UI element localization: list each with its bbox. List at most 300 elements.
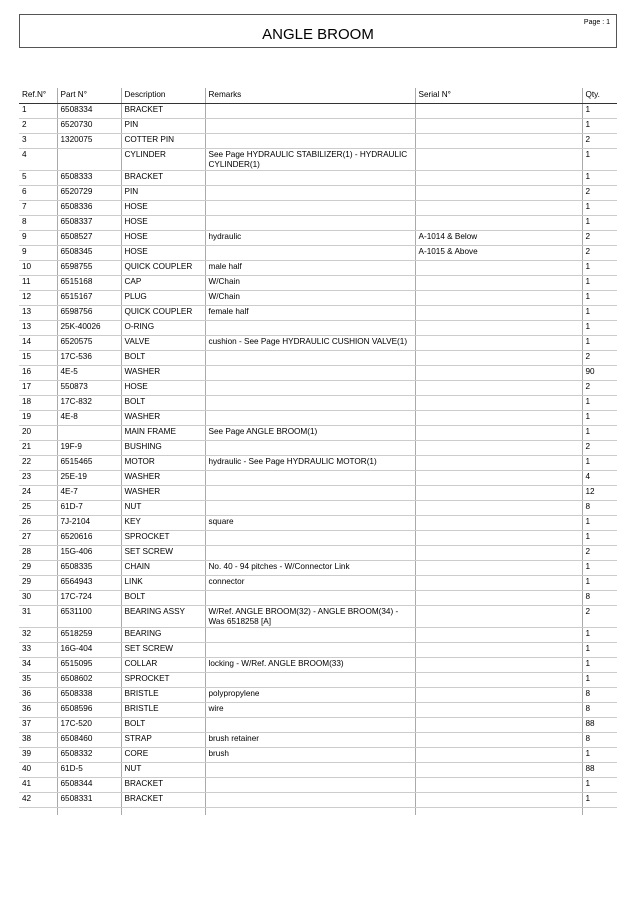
remarks-cell: cushion - See Page HYDRAULIC CUSHION VALVE(1) <box>205 336 415 351</box>
remarks-cell <box>205 643 415 658</box>
qty-cell: 4 <box>582 471 617 486</box>
remarks-cell <box>205 186 415 201</box>
qty-cell: 1 <box>582 748 617 763</box>
table-row <box>19 276 617 291</box>
remarks-cell: male half <box>205 261 415 276</box>
table-end-spacer <box>19 808 617 816</box>
serial-cell <box>415 119 582 134</box>
qty-cell: 1 <box>582 426 617 441</box>
ref-cell: 39 <box>19 748 57 763</box>
table-row <box>19 171 617 186</box>
serial-cell <box>415 291 582 306</box>
table-row <box>19 733 617 748</box>
ref-cell: 16 <box>19 366 57 381</box>
table-row <box>19 471 617 486</box>
table-header-row <box>19 88 617 104</box>
description-cell: MAIN FRAME <box>121 426 205 441</box>
part-number-cell: 6598756 <box>57 306 121 321</box>
qty-cell: 1 <box>582 306 617 321</box>
remarks-cell <box>205 591 415 606</box>
description-cell: COTTER PIN <box>121 134 205 149</box>
part-number-cell: 19F-9 <box>57 441 121 456</box>
table-row <box>19 546 617 561</box>
remarks-cell <box>205 793 415 808</box>
ref-cell: 3 <box>19 134 57 149</box>
part-number-cell: 6508331 <box>57 793 121 808</box>
table-row <box>19 778 617 793</box>
table-row <box>19 531 617 546</box>
qty-cell: 2 <box>582 231 617 246</box>
qty-cell: 88 <box>582 718 617 733</box>
remarks-cell <box>205 351 415 366</box>
description-cell: VALVE <box>121 336 205 351</box>
page-title: ANGLE BROOM <box>262 26 374 43</box>
description-cell: BEARING <box>121 628 205 643</box>
ref-cell: 26 <box>19 516 57 531</box>
ref-cell: 28 <box>19 546 57 561</box>
table-row <box>19 336 617 351</box>
qty-cell: 2 <box>582 381 617 396</box>
table-row <box>19 381 617 396</box>
ref-cell: 22 <box>19 456 57 471</box>
description-cell: WASHER <box>121 486 205 501</box>
qty-cell: 1 <box>582 456 617 471</box>
ref-cell: 36 <box>19 688 57 703</box>
description-cell: BRISTLE <box>121 688 205 703</box>
ref-cell: 6 <box>19 186 57 201</box>
serial-cell <box>415 546 582 561</box>
ref-cell: 41 <box>19 778 57 793</box>
qty-cell: 1 <box>582 516 617 531</box>
serial-cell <box>415 381 582 396</box>
part-number-cell: 6518259 <box>57 628 121 643</box>
ref-cell: 30 <box>19 591 57 606</box>
description-cell: BOLT <box>121 591 205 606</box>
part-number-cell: 7J-2104 <box>57 516 121 531</box>
description-cell: QUICK COUPLER <box>121 306 205 321</box>
remarks-cell <box>205 411 415 426</box>
table-row <box>19 658 617 673</box>
serial-cell <box>415 763 582 778</box>
ref-cell: 14 <box>19 336 57 351</box>
serial-cell <box>415 171 582 186</box>
ref-cell: 29 <box>19 561 57 576</box>
qty-cell: 1 <box>582 628 617 643</box>
serial-cell <box>415 471 582 486</box>
serial-cell <box>415 793 582 808</box>
part-number-cell: 6508332 <box>57 748 121 763</box>
ref-cell: 8 <box>19 216 57 231</box>
qty-cell: 8 <box>582 591 617 606</box>
qty-cell: 2 <box>582 351 617 366</box>
ref-cell: 13 <box>19 306 57 321</box>
qty-cell: 2 <box>582 134 617 149</box>
part-number-cell: 15G-406 <box>57 546 121 561</box>
description-cell: BRACKET <box>121 778 205 793</box>
part-number-cell: 6508596 <box>57 703 121 718</box>
remarks-cell <box>205 718 415 733</box>
part-number-cell: 25E-19 <box>57 471 121 486</box>
qty-cell: 1 <box>582 793 617 808</box>
part-number-cell: 4E-8 <box>57 411 121 426</box>
part-number-cell: 17C-520 <box>57 718 121 733</box>
ref-cell: 20 <box>19 426 57 441</box>
remarks-cell: See Page HYDRAULIC STABILIZER(1) - HYDRAULIC CYLINDER(1) <box>205 149 415 171</box>
remarks-cell: W/Ref. ANGLE BROOM(32) - ANGLE BROOM(34) - Was 6518258 [A] <box>205 606 415 628</box>
serial-cell <box>415 351 582 366</box>
qty-cell: 1 <box>582 411 617 426</box>
part-number-cell: 6531100 <box>57 606 121 628</box>
ref-cell: 23 <box>19 471 57 486</box>
serial-cell <box>415 576 582 591</box>
description-cell: CHAIN <box>121 561 205 576</box>
serial-cell <box>415 261 582 276</box>
spacer-cell <box>57 808 121 816</box>
part-number-cell: 6508336 <box>57 201 121 216</box>
table-row <box>19 516 617 531</box>
remarks-cell <box>205 486 415 501</box>
remarks-cell: square <box>205 516 415 531</box>
part-number-cell: 6564943 <box>57 576 121 591</box>
table-row <box>19 748 617 763</box>
qty-cell: 90 <box>582 366 617 381</box>
ref-cell: 7 <box>19 201 57 216</box>
part-number-cell: 6515465 <box>57 456 121 471</box>
serial-cell <box>415 366 582 381</box>
table-row <box>19 321 617 336</box>
table-row <box>19 486 617 501</box>
column-header-description: Description <box>121 88 205 104</box>
page-number: Page : 1 <box>583 19 610 26</box>
table-row <box>19 396 617 411</box>
description-cell: KEY <box>121 516 205 531</box>
remarks-cell <box>205 396 415 411</box>
remarks-cell: No. 40 - 94 pitches - W/Connector Link <box>205 561 415 576</box>
ref-cell: 19 <box>19 411 57 426</box>
remarks-cell <box>205 501 415 516</box>
part-number-cell: 6515167 <box>57 291 121 306</box>
qty-cell: 88 <box>582 763 617 778</box>
ref-cell: 42 <box>19 793 57 808</box>
part-number-cell: 550873 <box>57 381 121 396</box>
remarks-cell: See Page ANGLE BROOM(1) <box>205 426 415 441</box>
serial-cell <box>415 688 582 703</box>
description-cell: STRAP <box>121 733 205 748</box>
ref-cell: 35 <box>19 673 57 688</box>
serial-cell <box>415 673 582 688</box>
remarks-cell: W/Chain <box>205 276 415 291</box>
serial-cell <box>415 591 582 606</box>
remarks-cell <box>205 216 415 231</box>
part-number-cell <box>57 149 121 171</box>
serial-cell <box>415 718 582 733</box>
part-number-cell: 6508334 <box>57 104 121 119</box>
part-number-cell: 6508602 <box>57 673 121 688</box>
serial-cell <box>415 201 582 216</box>
table-row <box>19 763 617 778</box>
qty-cell: 1 <box>582 336 617 351</box>
ref-cell: 15 <box>19 351 57 366</box>
spacer-cell <box>415 808 582 816</box>
qty-cell: 1 <box>582 531 617 546</box>
serial-cell <box>415 186 582 201</box>
remarks-cell <box>205 246 415 261</box>
qty-cell: 1 <box>582 276 617 291</box>
part-number-cell: 16G-404 <box>57 643 121 658</box>
table-row <box>19 628 617 643</box>
part-number-cell: 6515168 <box>57 276 121 291</box>
ref-cell: 24 <box>19 486 57 501</box>
description-cell: HOSE <box>121 246 205 261</box>
table-row <box>19 576 617 591</box>
serial-cell <box>415 643 582 658</box>
qty-cell: 12 <box>582 486 617 501</box>
part-number-cell: 4E-5 <box>57 366 121 381</box>
description-cell: COLLAR <box>121 658 205 673</box>
table-row <box>19 673 617 688</box>
part-number-cell <box>57 426 121 441</box>
qty-cell: 1 <box>582 201 617 216</box>
part-number-cell: 61D-5 <box>57 763 121 778</box>
ref-cell: 10 <box>19 261 57 276</box>
description-cell: BEARING ASSY <box>121 606 205 628</box>
part-number-cell: 6508344 <box>57 778 121 793</box>
qty-cell: 2 <box>582 546 617 561</box>
remarks-cell <box>205 119 415 134</box>
remarks-cell <box>205 134 415 149</box>
serial-cell <box>415 149 582 171</box>
serial-cell <box>415 748 582 763</box>
table-row <box>19 351 617 366</box>
qty-cell: 1 <box>582 561 617 576</box>
parts-table-body <box>19 104 617 816</box>
description-cell: PIN <box>121 119 205 134</box>
serial-cell <box>415 306 582 321</box>
remarks-cell <box>205 673 415 688</box>
description-cell: BOLT <box>121 396 205 411</box>
serial-cell <box>415 411 582 426</box>
description-cell: WASHER <box>121 366 205 381</box>
remarks-cell: locking - W/Ref. ANGLE BROOM(33) <box>205 658 415 673</box>
part-number-cell: 6508333 <box>57 171 121 186</box>
serial-cell <box>415 733 582 748</box>
description-cell: BRACKET <box>121 793 205 808</box>
column-header-part: Part N° <box>57 88 121 104</box>
table-row <box>19 643 617 658</box>
description-cell: HOSE <box>121 231 205 246</box>
page-header <box>19 14 617 48</box>
qty-cell: 2 <box>582 606 617 628</box>
qty-cell: 1 <box>582 658 617 673</box>
column-header-serial: Serial N° <box>415 88 582 104</box>
qty-cell: 1 <box>582 149 617 171</box>
remarks-cell <box>205 531 415 546</box>
serial-cell <box>415 104 582 119</box>
serial-cell <box>415 441 582 456</box>
qty-cell: 1 <box>582 576 617 591</box>
table-row <box>19 134 617 149</box>
description-cell: NUT <box>121 763 205 778</box>
remarks-cell <box>205 366 415 381</box>
part-number-cell: 6520575 <box>57 336 121 351</box>
part-number-cell: 17C-832 <box>57 396 121 411</box>
part-number-cell: 25K-40026 <box>57 321 121 336</box>
description-cell: BRACKET <box>121 104 205 119</box>
ref-cell: 4 <box>19 149 57 171</box>
table-row <box>19 606 617 628</box>
description-cell: CORE <box>121 748 205 763</box>
remarks-cell <box>205 201 415 216</box>
qty-cell: 2 <box>582 441 617 456</box>
serial-cell <box>415 396 582 411</box>
ref-cell: 34 <box>19 658 57 673</box>
serial-cell <box>415 276 582 291</box>
serial-cell <box>415 658 582 673</box>
table-row <box>19 591 617 606</box>
description-cell: PIN <box>121 186 205 201</box>
ref-cell: 40 <box>19 763 57 778</box>
remarks-cell: brush retainer <box>205 733 415 748</box>
ref-cell: 18 <box>19 396 57 411</box>
ref-cell: 12 <box>19 291 57 306</box>
remarks-cell: brush <box>205 748 415 763</box>
remarks-cell: wire <box>205 703 415 718</box>
description-cell: BOLT <box>121 718 205 733</box>
qty-cell: 8 <box>582 501 617 516</box>
part-number-cell: 6515095 <box>57 658 121 673</box>
table-row <box>19 149 617 171</box>
serial-cell <box>415 703 582 718</box>
description-cell: QUICK COUPLER <box>121 261 205 276</box>
remarks-cell <box>205 381 415 396</box>
ref-cell: 9 <box>19 231 57 246</box>
table-row <box>19 718 617 733</box>
remarks-cell: female half <box>205 306 415 321</box>
part-number-cell: 17C-536 <box>57 351 121 366</box>
qty-cell: 1 <box>582 171 617 186</box>
part-number-cell: 1320075 <box>57 134 121 149</box>
table-row <box>19 261 617 276</box>
part-number-cell: 6598755 <box>57 261 121 276</box>
ref-cell: 38 <box>19 733 57 748</box>
qty-cell: 8 <box>582 688 617 703</box>
remarks-cell <box>205 546 415 561</box>
part-number-cell: 6508460 <box>57 733 121 748</box>
table-row <box>19 441 617 456</box>
part-number-cell: 6508345 <box>57 246 121 261</box>
ref-cell: 2 <box>19 119 57 134</box>
description-cell: HOSE <box>121 381 205 396</box>
remarks-cell: hydraulic - See Page HYDRAULIC MOTOR(1) <box>205 456 415 471</box>
serial-cell <box>415 134 582 149</box>
serial-cell <box>415 216 582 231</box>
part-number-cell: 6520729 <box>57 186 121 201</box>
description-cell: PLUG <box>121 291 205 306</box>
serial-cell <box>415 531 582 546</box>
serial-cell <box>415 561 582 576</box>
remarks-cell: W/Chain <box>205 291 415 306</box>
table-row <box>19 426 617 441</box>
qty-cell: 1 <box>582 216 617 231</box>
table-row <box>19 456 617 471</box>
qty-cell: 2 <box>582 186 617 201</box>
remarks-cell: hydraulic <box>205 231 415 246</box>
ref-cell: 29 <box>19 576 57 591</box>
part-number-cell: 17C-724 <box>57 591 121 606</box>
spacer-cell <box>582 808 617 816</box>
description-cell: BRISTLE <box>121 703 205 718</box>
part-number-cell: 6508338 <box>57 688 121 703</box>
part-number-cell: 6508337 <box>57 216 121 231</box>
description-cell: HOSE <box>121 216 205 231</box>
remarks-cell <box>205 628 415 643</box>
table-row <box>19 688 617 703</box>
qty-cell: 1 <box>582 778 617 793</box>
serial-cell <box>415 426 582 441</box>
remarks-cell <box>205 778 415 793</box>
description-cell: BRACKET <box>121 171 205 186</box>
description-cell: BUSHING <box>121 441 205 456</box>
ref-cell: 33 <box>19 643 57 658</box>
remarks-cell <box>205 441 415 456</box>
table-row <box>19 411 617 426</box>
serial-cell <box>415 628 582 643</box>
ref-cell: 5 <box>19 171 57 186</box>
spacer-cell <box>205 808 415 816</box>
serial-cell: A-1014 & Below <box>415 231 582 246</box>
qty-cell: 1 <box>582 119 617 134</box>
description-cell: SET SCREW <box>121 643 205 658</box>
table-row <box>19 561 617 576</box>
description-cell: SPROCKET <box>121 673 205 688</box>
description-cell: CAP <box>121 276 205 291</box>
serial-cell <box>415 486 582 501</box>
ref-cell: 11 <box>19 276 57 291</box>
description-cell: SPROCKET <box>121 531 205 546</box>
parts-table <box>19 88 617 815</box>
serial-cell <box>415 501 582 516</box>
table-row <box>19 119 617 134</box>
serial-cell <box>415 321 582 336</box>
ref-cell: 9 <box>19 246 57 261</box>
serial-cell <box>415 606 582 628</box>
ref-cell: 37 <box>19 718 57 733</box>
description-cell: BOLT <box>121 351 205 366</box>
description-cell: SET SCREW <box>121 546 205 561</box>
part-number-cell: 4E-7 <box>57 486 121 501</box>
ref-cell: 17 <box>19 381 57 396</box>
qty-cell: 1 <box>582 396 617 411</box>
serial-cell <box>415 336 582 351</box>
serial-cell: A-1015 & Above <box>415 246 582 261</box>
table-row <box>19 104 617 119</box>
qty-cell: 1 <box>582 321 617 336</box>
ref-cell: 32 <box>19 628 57 643</box>
qty-cell: 1 <box>582 261 617 276</box>
description-cell: HOSE <box>121 201 205 216</box>
table-row <box>19 703 617 718</box>
table-row <box>19 186 617 201</box>
description-cell: O-RING <box>121 321 205 336</box>
part-number-cell: 6520616 <box>57 531 121 546</box>
part-number-cell: 61D-7 <box>57 501 121 516</box>
part-number-cell: 6520730 <box>57 119 121 134</box>
description-cell: LINK <box>121 576 205 591</box>
qty-cell: 8 <box>582 703 617 718</box>
description-cell: WASHER <box>121 471 205 486</box>
column-header-ref: Ref.N° <box>19 88 57 104</box>
qty-cell: 1 <box>582 104 617 119</box>
